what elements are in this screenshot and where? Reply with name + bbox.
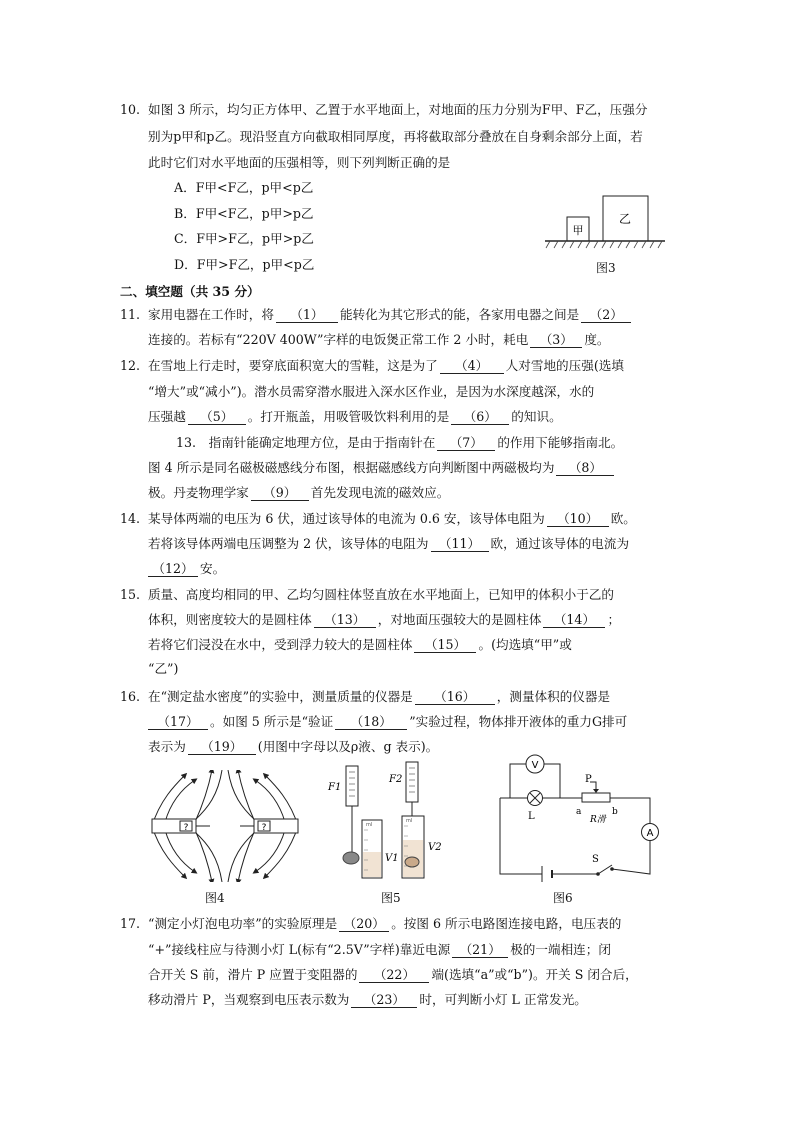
blank-13[interactable]: （13） [314, 612, 376, 628]
cyl2-unit: ml [406, 818, 413, 824]
q10-option-c: C．F甲>F乙，p甲>p乙 [174, 231, 314, 246]
section-2-heading: 二、填空题（共 35 分） [120, 284, 260, 299]
blank-17[interactable]: （17） [148, 714, 208, 730]
q17-line2: “+”接线柱应与待测小灯 L(标有“2.5V”字样)靠近电源 （21） 极的一端相连；闭 [148, 942, 611, 957]
q12-number: 12. [120, 358, 141, 373]
q16-number: 16. [120, 689, 141, 704]
lamp-label: L [528, 811, 535, 822]
cyl1-unit: ml [366, 822, 373, 828]
figure-3-cubes [540, 192, 670, 252]
blank-23[interactable]: （23） [351, 992, 417, 1008]
blank-7[interactable]: （7） [437, 435, 495, 451]
label-F2: F2 [389, 774, 403, 785]
blank-4[interactable]: （4） [440, 358, 504, 374]
blank-20[interactable]: （20） [339, 916, 389, 932]
fig6-caption: 图6 [553, 891, 573, 905]
end-a-label: a [576, 807, 582, 817]
q13-line3: 极。丹麦物理学家 （9） 首先发现电流的磁效应。 [148, 485, 450, 500]
blank-11[interactable]: （11） [431, 536, 489, 552]
q10-number: 10. [120, 102, 141, 117]
label-F1: F1 [328, 782, 342, 793]
slider-label: P [585, 774, 592, 785]
fig4-caption: 图4 [205, 891, 225, 905]
q13-line1: 13. 指南针能确定地理方位，是由于指南针在 （7） 的作用下能够指南北。 [176, 435, 624, 450]
blank-9[interactable]: （9） [251, 485, 309, 501]
q14-line3: （12） 安。 [148, 560, 676, 578]
q15-line2: 体积，则密度较大的是圆柱体 （13） ，对地面压强较大的是圆柱体 （14） ； [148, 612, 621, 627]
figure-4-magnetic-field [150, 770, 300, 882]
q14-line2: 若将该导体两端电压调整为 2 伏，该导体的电阻为 （11） 欧，通过该导体的电流为 [148, 536, 630, 551]
q15-line4: “乙”) [148, 661, 179, 676]
q14-line1: 某导体两端的电压为 6 伏，通过该导体的电流为 0.6 安，该导体电阻为 （10） 欧。 [148, 511, 636, 526]
blank-21[interactable]: （21） [452, 942, 508, 958]
q11-number: 11. [120, 307, 141, 322]
rheostat-label: R滑 [590, 815, 606, 825]
q10-line3: 此时它们对水平地面的压强相等，则下列判断正确的是 [148, 155, 451, 170]
blank-18[interactable]: （18） [335, 714, 407, 730]
q10-option-a: A．F甲<F乙，p甲<p乙 [174, 180, 314, 195]
q10-line2: 别为p甲和p乙。现沿竖直方向截取相同厚度，再将截取部分叠放在自身剩余部分上面，若 [148, 129, 643, 144]
label-V1: V1 [385, 853, 399, 864]
figure-5-buoyancy [322, 760, 442, 888]
blank-16[interactable]: （16） [415, 689, 495, 705]
q12-line3: 压强越 （5） 。打开瓶盖，用吸管吸饮料利用的是 （6） 的知识。 [148, 409, 562, 424]
blank-14[interactable]: （14） [543, 612, 605, 628]
blank-8[interactable]: （8） [556, 460, 614, 476]
q11-line1: 家用电器在工作时，将 （1） 能转化为其它形式的能，各家用电器之间是 （2） [148, 306, 676, 324]
figure-6-circuit [490, 752, 662, 882]
rheostat [582, 793, 610, 802]
blank-12[interactable]: （12） [148, 561, 198, 577]
q15-line1: 质量、高度均相同的甲、乙均匀圆柱体竖直放在水平地面上，已知甲的体积小于乙的 [148, 587, 614, 602]
q13-line2: 图 4 所示是同名磁极磁感线分布图，根据磁感线方向判断图中两磁极均为 （8） [148, 459, 676, 477]
blank-2[interactable]: （2） [581, 307, 631, 323]
object-in-air [343, 852, 359, 864]
label-V2: V2 [428, 842, 442, 853]
fig5-caption: 图5 [381, 891, 401, 905]
ammeter-label: A [646, 828, 654, 839]
blank-19[interactable]: （19） [188, 739, 256, 755]
fig3-caption: 图3 [596, 261, 616, 275]
q11-line2: 连接的。若标有“220V 400W”字样的电饭煲正常工作 2 小时，耗电 （3） 度。 [148, 332, 610, 347]
pole-left-label: ? [183, 823, 189, 833]
q10-line1: 如图 3 所示，均匀正方体甲、乙置于水平地面上，对地面的压力分别为F甲、F乙，压强分 [148, 102, 648, 117]
q17-line3: 合开关 S 前，滑片 P 应置于变阻器的 （22） 端(选填“a”或“b”)。开关 S 闭合后， [148, 967, 638, 982]
q10-option-b: B．F甲<F乙，p甲>p乙 [174, 206, 314, 221]
end-b-label: b [612, 807, 618, 817]
blank-3[interactable]: （3） [530, 332, 582, 348]
pole-right-label: ? [261, 823, 267, 833]
q10-option-d: D．F甲>F乙，p甲<p乙 [174, 257, 315, 272]
q12-line2: “增大”或“减小”)。潜水员需穿潜水服进入深水区作业，是因为水深度越深，水的 [148, 384, 595, 399]
blank-22[interactable]: （22） [359, 967, 429, 983]
object-submerged [405, 857, 419, 867]
switch-label: S [592, 854, 599, 865]
blank-5[interactable]: （5） [188, 409, 246, 425]
fig3-label-jia: 甲 [572, 224, 584, 237]
q15-line3: 若将它们浸没在水中，受到浮力较大的是圆柱体 （15） 。(均选填“甲”或 [148, 637, 572, 652]
blank-10[interactable]: （10） [547, 511, 609, 527]
blank-1[interactable]: （1） [276, 307, 338, 323]
q12-line1: 在雪地上行走时，要穿底面积宽大的雪鞋，这是为了 （4） 人对雪地的压强(选填 [148, 358, 624, 373]
voltmeter-label: V [531, 760, 539, 771]
q15-number: 15. [120, 587, 141, 602]
blank-15[interactable]: （15） [414, 637, 476, 653]
q14-number: 14. [120, 511, 141, 526]
blank-6[interactable]: （6） [451, 409, 509, 425]
q16-line2: （17） 。如图 5 所示是“验证 （18） ”实验过程，物体排开液体的重力G排可 [148, 713, 676, 731]
q16-line1: 在“测定盐水密度”的实验中，测量质量的仪器是 （16） ，测量体积的仪器是 [148, 689, 611, 704]
q16-line3: 表示为 （19） (用图中字母以及ρ液、g 表示)。 [148, 739, 439, 754]
fig3-label-yi: 乙 [618, 212, 632, 226]
q17-line4: 移动滑片 P，当观察到电压表示数为 （23） 时，可判断小灯 L 正常发光。 [148, 992, 587, 1007]
q17-number: 17. [120, 916, 141, 931]
switch [598, 865, 612, 874]
q17-line1: “测定小灯泡电功率”的实验原理是 （20） 。按图 6 所示电路图连接电路，电压表的 [148, 916, 622, 931]
